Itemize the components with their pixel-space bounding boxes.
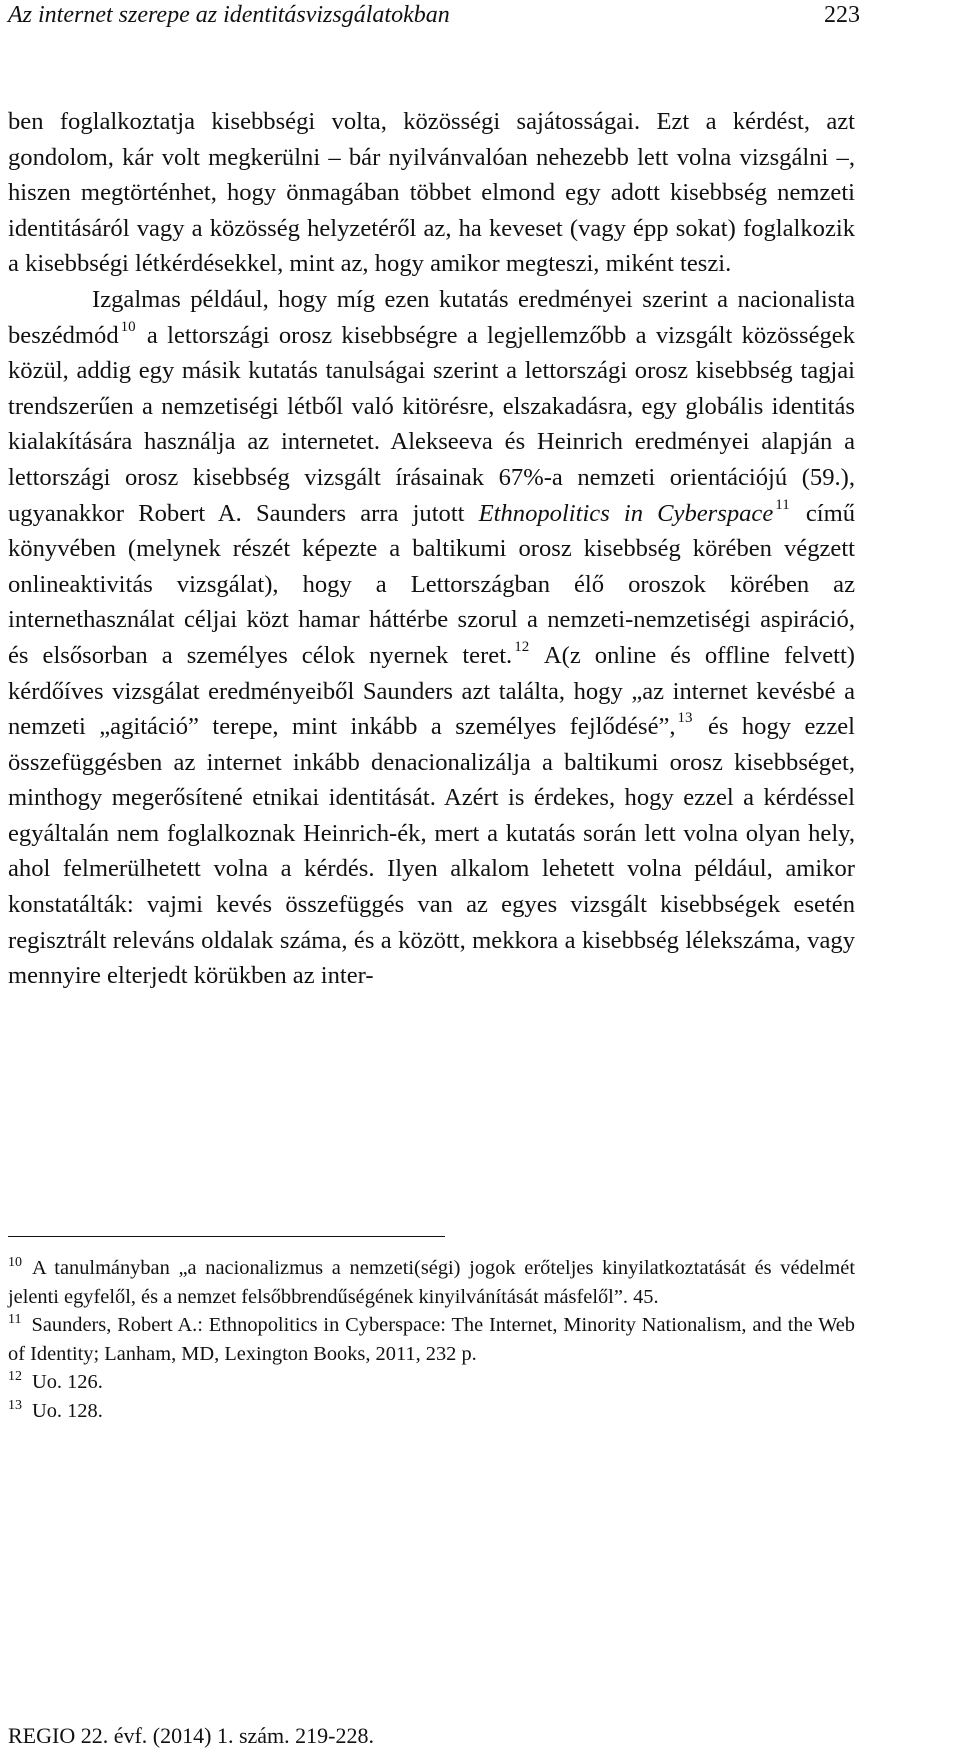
book-title: Ethnopolitics in Cyberspace: [478, 499, 774, 527]
paragraph-2-part-d: A(z online és offline felvett) kérdőíves vizsgálat eredményeiből Saunders azt találta, hogy „az internet kevésbé a nemzeti „agitáció” terepe, mint inkább a személyes fejlődésé”,: [8, 641, 855, 741]
paragraph-2-part-b: a lettországi orosz kisebbségre a legjellemzőbb a vizsgált közösségek közül, addig egy másik kutatás tanulságai szerint a lettországi orosz kisebbség tagjai trendszerűen a nemzetiségi létből való kitörésre, elszakadásra, egy globális identitás kialakítására használja az internetet. Alekseeva és Heinrich eredményei alapján a lettországi orosz kisebbség vizsgált írásainak 67%-a nemzeti orientációjú (59.), ugyanakkor Robert A. Saunders arra jutott: [8, 321, 855, 527]
footnote-text: Saunders, Robert A.: Ethnopolitics in Cyberspace: The Internet, Minority Nationalism, and the Web of Identity; Lanham, MD, Lexington Books, 2011, 232 p.: [8, 1314, 855, 1365]
footnote-12: [8, 1368, 855, 1397]
footnote-11: [8, 1311, 855, 1368]
footnote-number: 13: [8, 1397, 22, 1413]
footnote-ref-10[interactable]: 10: [120, 318, 136, 335]
footnote-ref-11[interactable]: 11: [775, 496, 790, 513]
footnote-13: [8, 1397, 855, 1426]
footnote-text: Uo. 126.: [32, 1371, 103, 1394]
running-title: Az internet szerepe az identitásvizsgálatokban: [8, 2, 450, 28]
paragraph-2-part-a: Izgalmas például, hogy míg ezen kutatás eredményei szerint a nacionalista beszédmód: [8, 285, 855, 349]
body-text: [8, 104, 855, 994]
footnote-number: 11: [8, 1312, 22, 1328]
footnote-number: 10: [8, 1255, 22, 1270]
paragraph-2-part-e: és hogy ezzel összefüggésben az internet inkább denacionalizálja a baltikumi orosz kisebbséget, minthogy megerősítené etnikai identitását. Azért is érdekes, hogy ezzel a kérdéssel egyáltalán nem foglalkoznak Heinrich-ék, mert a kutatás során lett volna olyan hely, ahol felmerülhetett volna a kérdés. Ilyen alkalom lehetett volna például, amikor konstatálták: vajmi kevés összefüggés van az egyes vizsgált kisebbségek esetén regisztrált releváns oldalak száma, és a között, mekkora a kisebbség lélekszáma, vagy mennyire elterjedt körükben az inter-: [8, 713, 855, 990]
footnote-text: A tanulmányban „a nacionalizmus a nemzeti(ségi) jogok erőteljes kinyilatkoztatását és védelmét jelenti egyfelől, és a nemzet felsőbbrendűségének kinyilvánítását másfelől”. 45.: [8, 1257, 855, 1308]
footnote-text: Uo. 128.: [32, 1399, 103, 1422]
footnote-ref-12[interactable]: 12: [514, 638, 530, 655]
footnote-10: [8, 1254, 855, 1311]
running-header: [8, 0, 860, 30]
paragraph-2: [8, 282, 855, 994]
paragraph-2-part-c: című könyvében (melynek részét képezte a baltikumi orosz kisebbség körében végzett onlineaktivitás vizsgálat), hogy a Lettországban élő oroszok körében az internethasználat céljai közt hamar háttérbe szorul a nemzeti-nemzetiségi aspiráció, és elsősorban a személyes célok nyernek teret.: [8, 499, 856, 669]
footnote-ref-13[interactable]: 13: [677, 710, 693, 727]
footnote-divider: [8, 1236, 445, 1237]
paragraph-1: ben foglalkoztatja kisebbségi volta, közösségi sajátosságai. Ezt a kérdést, azt gondolom, kár volt megkerülni – bár nyilvánvalóan nehezebb lett volna vizsgálni –, hiszen megtörténhet, hogy önmagában többet elmond egy adott kisebbség nemzeti identitásáról vagy a közösség helyzetéről az, ha keveset (vagy épp sokat) foglalkozik a kisebbségi létkérdésekkel, mint az, hogy amikor megteszi, miként teszi.: [8, 108, 855, 278]
footnotes: [8, 1254, 855, 1426]
page-number: 223: [824, 2, 860, 28]
page-footer: REGIO 22. évf. (2014) 1. szám. 219-228.: [8, 1723, 374, 1748]
footnote-number: 12: [8, 1369, 22, 1385]
